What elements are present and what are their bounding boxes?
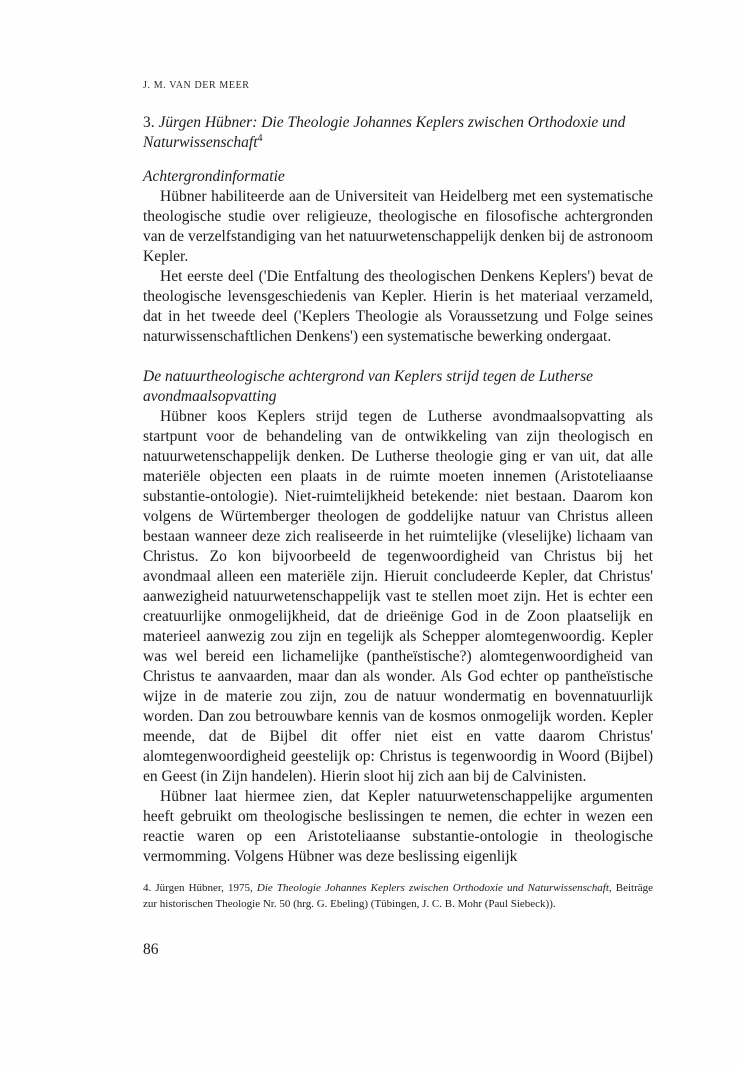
section-title [143, 113, 653, 153]
page-number: 86 [143, 941, 159, 958]
section-number: 3. [143, 114, 155, 131]
footnote-details: Beiträge zur historischen Theologie Nr. 50 (hrg. G. Ebeling) (Tübingen, J. C. B. Mohr (Paul Siebeck)). [143, 882, 654, 910]
paragraph: Het eerste deel ('Die Entfaltung des theologischen Denkens Keplers') bevat de theologische levensgeschiedenis van Kepler. Hierin is het materiaal verzameld, dat in het tweede deel ('Keplers Theologie als Voraussetzung und Folge seines naturwissenschaftlichen Denkens') een systematische bewerking ondergaat. [143, 268, 653, 345]
subsection-background [143, 167, 653, 347]
section-title-text: Jürgen Hübner: Die Theologie Johannes Keplers zwischen Orthodoxie und Naturwissenschaft [143, 114, 626, 151]
running-head: J. M. VAN DER MEER [143, 80, 250, 91]
subsection-heading: De natuurtheologische achtergrond van Keplers strijd tegen de Lutherse avondmaalsopvatting [143, 368, 594, 405]
footnote-author-year: Jürgen Hübner, 1975, [155, 882, 253, 894]
footnote-number: 4. [143, 882, 152, 894]
subsection-heading: Achtergrondinformatie [143, 168, 285, 185]
footnote-title: Die Theologie Johannes Keplers zwischen Orthodoxie und Naturwissenschaft, [256, 882, 612, 894]
paragraph: Hübner laat hiermee zien, dat Kepler natuurwetenschappelijke argumenten heeft gebruikt om theologische beslissingen te nemen, die echter in wezen een reactie waren op een Aristoteliaanse substantie-ontologie in theologische vermomming. Volgens Hübner was deze beslissing eigenlijk [143, 788, 653, 865]
footnote-ref: 4 [257, 132, 263, 144]
paragraph: Hübner habiliteerde aan de Universiteit van Heidelberg met een systematische theologische studie over religieuze, theologische en filosofische achtergronden van de verzelfstandiging van het natuurwetenschappelijk denken bij de astronoom Kepler. [143, 188, 653, 265]
footnote [143, 880, 653, 912]
subsection-natural-theology [143, 367, 653, 867]
paragraph: Hübner koos Keplers strijd tegen de Lutherse avondmaalsopvatting als startpunt voor de behandeling van de ontwikkeling van zijn theologisch en natuurwetenschappelijk denken. De Lutherse theologie ging er van uit, dat alle materiële objecten een plaats in de ruimte moeten innemen (Aristoteliaanse substantie-ontologie). Niet-ruimtelijkheid betekende: niet bestaan. Daarom kon volgens de Würtemberger theologen de goddelijke natuur van Christus alleen bestaan wanneer deze zich realiseerde in het ruimtelijke (vleselijke) lichaam van Christus. Zo kon bijvoorbeeld de tegenwoordigheid van Christus bij het avondmaal alleen een materiële zijn. Hieruit concludeerde Kepler, dat Christus' aanwezigheid natuurwetenschappelijk vast te stellen moet zijn. Het is echter een creatuurlijke onmogelijkheid, dat de drieënige God in de Zoon plaatselijk en materieel aanwezig zou zijn en tegelijk als Schepper alomtegenwoordig. Kepler was wel bereid een lichamelijke (pantheïstische?) alomtegenwoordigheid van Christus te aanvaarden, maar dan als wonder. Als God echter op pantheïstische wijze in de materie zou zijn, zou de natuur wondermatig en bovennatuurlijk worden. Dan zou betrouwbare kennis van de kosmos onmogelijk worden. Kepler meende, dat de Bijbel dit offer niet eist en vatte daarom Christus' alomtegenwoordigheid geestelijk op: Christus is tegenwoordig in Woord (Bijbel) en Geest (in Zijn handelen). Hierin sloot hij zich aan bij de Calvinisten. [143, 408, 653, 785]
